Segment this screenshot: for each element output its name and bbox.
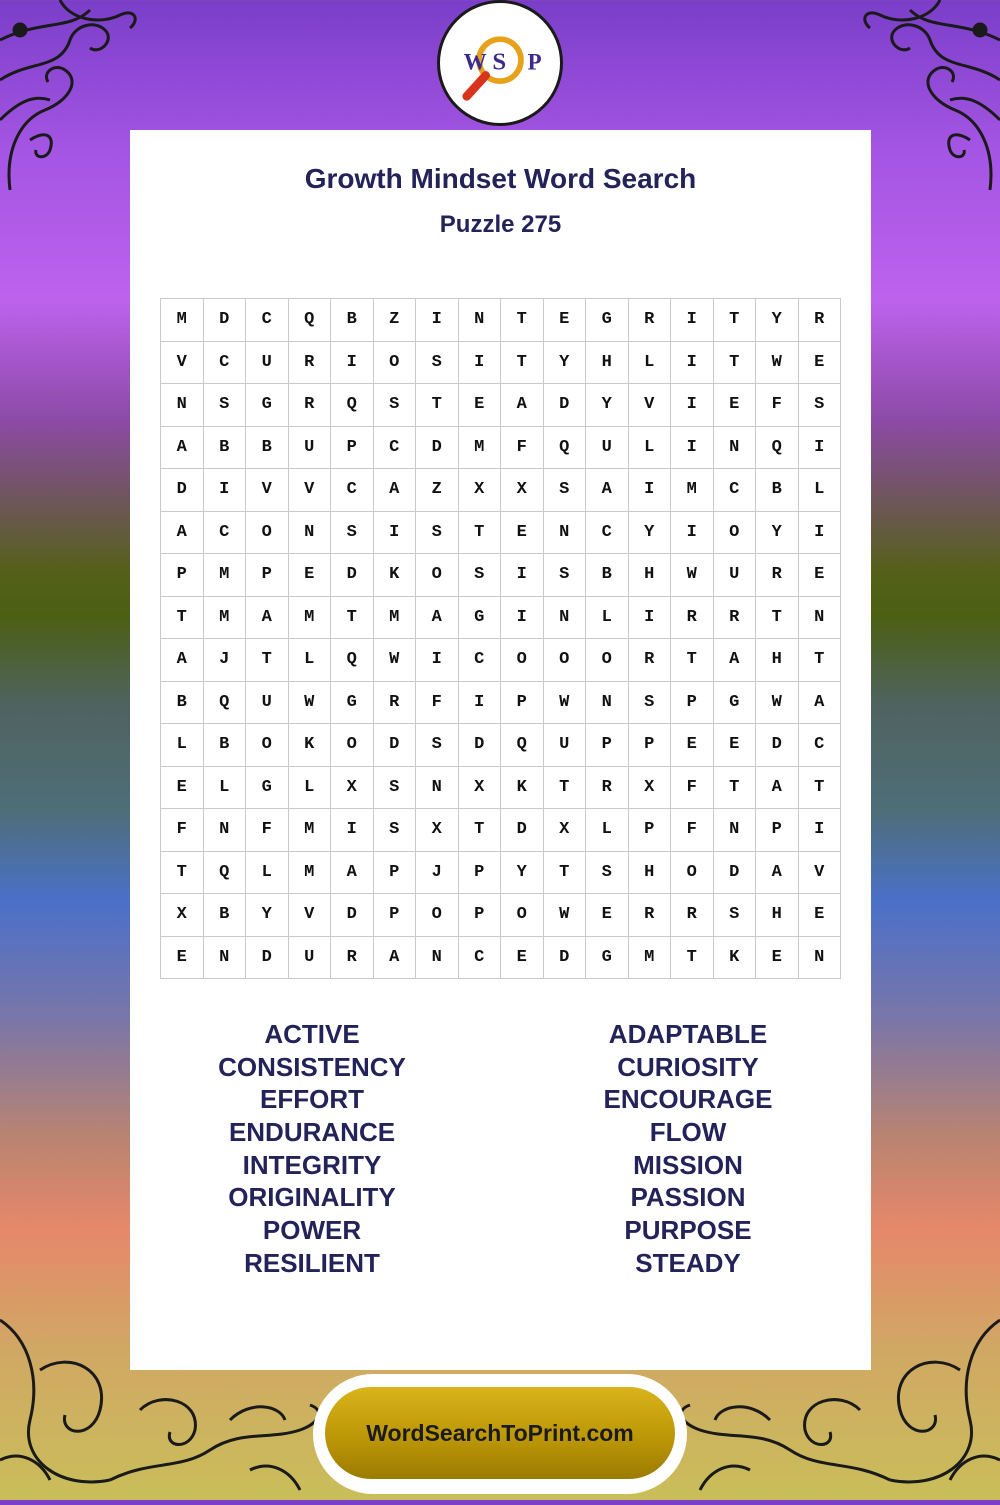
grid-cell[interactable]: S — [416, 342, 459, 385]
grid-cell[interactable]: R — [629, 639, 672, 682]
grid-cell[interactable]: A — [331, 852, 374, 895]
grid-cell[interactable]: S — [374, 809, 417, 852]
word-list-item: PASSION — [630, 1182, 746, 1213]
grid-cell[interactable]: V — [629, 384, 672, 427]
grid-cell[interactable]: T — [501, 299, 544, 342]
grid-cell[interactable]: K — [289, 724, 332, 767]
logo-letter-w: W — [463, 49, 487, 75]
grid-cell[interactable]: X — [501, 469, 544, 512]
grid-cell[interactable]: R — [714, 597, 757, 640]
grid-cell[interactable]: I — [331, 342, 374, 385]
grid-cell[interactable]: E — [459, 384, 502, 427]
grid-cell[interactable]: P — [671, 682, 714, 725]
grid-cell[interactable]: E — [161, 767, 204, 810]
letter-grid — [160, 298, 841, 979]
grid-cell[interactable]: J — [204, 639, 247, 682]
grid-cell[interactable]: X — [161, 894, 204, 937]
grid-cell[interactable]: R — [374, 682, 417, 725]
grid-cell[interactable]: O — [374, 342, 417, 385]
grid-cell[interactable]: Q — [756, 427, 799, 470]
word-list-item: ACTIVE — [264, 1019, 360, 1049]
grid-cell[interactable]: T — [544, 767, 587, 810]
grid-cell[interactable]: H — [629, 852, 672, 895]
grid-cell[interactable]: S — [586, 852, 629, 895]
grid-cell[interactable]: F — [756, 384, 799, 427]
grid-cell[interactable]: Y — [756, 512, 799, 555]
grid-cell[interactable]: W — [756, 682, 799, 725]
grid-cell[interactable]: O — [416, 554, 459, 597]
grid-cell[interactable]: P — [629, 724, 672, 767]
grid-cell[interactable]: U — [289, 427, 332, 470]
grid-cell[interactable]: V — [289, 469, 332, 512]
grid-cell[interactable]: N — [799, 937, 842, 980]
word-list-item: PURPOSE — [624, 1215, 752, 1246]
grid-cell[interactable]: Z — [416, 469, 459, 512]
grid-cell[interactable]: T — [161, 597, 204, 640]
grid-cell[interactable]: C — [586, 512, 629, 555]
word-list-item: CURIOSITY — [617, 1051, 759, 1082]
grid-cell[interactable]: C — [459, 937, 502, 980]
grid-cell[interactable]: P — [501, 682, 544, 725]
word-list-item: ENCOURAGE — [603, 1084, 773, 1115]
grid-cell[interactable]: E — [799, 554, 842, 597]
grid-cell[interactable]: K — [374, 554, 417, 597]
grid-cell[interactable]: P — [629, 809, 672, 852]
grid-cell[interactable]: T — [756, 597, 799, 640]
website-link-button[interactable]: WordSearchToPrint.com — [325, 1387, 675, 1479]
grid-cell[interactable]: X — [331, 767, 374, 810]
grid-cell[interactable]: L — [586, 597, 629, 640]
word-list-item: FLOW — [649, 1117, 727, 1148]
grid-cell[interactable]: B — [246, 427, 289, 470]
grid-cell[interactable]: T — [416, 384, 459, 427]
grid-cell[interactable]: W — [671, 554, 714, 597]
grid-cell[interactable]: Q — [544, 427, 587, 470]
grid-cell[interactable]: C — [714, 469, 757, 512]
grid-cell[interactable]: B — [204, 894, 247, 937]
word-list-left — [162, 1018, 462, 1280]
grid-cell[interactable]: G — [586, 937, 629, 980]
grid-cell[interactable]: X — [629, 767, 672, 810]
word-list-item: ADAPTABLE — [608, 1019, 768, 1049]
grid-cell[interactable]: G — [246, 384, 289, 427]
grid-cell[interactable]: B — [586, 554, 629, 597]
grid-cell[interactable]: T — [671, 937, 714, 980]
grid-cell[interactable]: D — [416, 427, 459, 470]
grid-cell[interactable]: K — [501, 767, 544, 810]
grid-cell[interactable]: U — [246, 342, 289, 385]
grid-cell[interactable]: N — [416, 767, 459, 810]
grid-cell[interactable]: I — [204, 469, 247, 512]
word-list-right — [538, 1018, 838, 1280]
grid-cell[interactable]: A — [756, 852, 799, 895]
grid-cell[interactable]: I — [331, 809, 374, 852]
grid-cell[interactable]: M — [629, 937, 672, 980]
grid-cell[interactable]: S — [416, 512, 459, 555]
grid-cell[interactable]: P — [246, 554, 289, 597]
wsp-logo[interactable] — [437, 0, 563, 126]
grid-cell[interactable]: S — [204, 384, 247, 427]
grid-cell[interactable]: R — [671, 894, 714, 937]
grid-cell[interactable]: R — [331, 937, 374, 980]
grid-cell[interactable]: D — [374, 724, 417, 767]
grid-cell[interactable]: M — [459, 427, 502, 470]
grid-cell[interactable]: Y — [629, 512, 672, 555]
grid-cell[interactable]: D — [501, 809, 544, 852]
grid-cell[interactable]: E — [799, 342, 842, 385]
logo-letter-p: P — [527, 49, 542, 75]
grid-cell[interactable]: I — [799, 512, 842, 555]
grid-cell[interactable]: I — [416, 299, 459, 342]
grid-cell[interactable]: V — [246, 469, 289, 512]
grid-cell[interactable]: I — [799, 427, 842, 470]
grid-cell[interactable]: D — [756, 724, 799, 767]
grid-cell[interactable]: T — [501, 342, 544, 385]
grid-cell[interactable]: Y — [544, 342, 587, 385]
grid-cell[interactable]: P — [331, 427, 374, 470]
grid-cell[interactable]: I — [671, 512, 714, 555]
grid-cell[interactable]: W — [756, 342, 799, 385]
grid-cell[interactable]: R — [289, 342, 332, 385]
grid-cell[interactable]: U — [714, 554, 757, 597]
grid-cell[interactable]: R — [799, 299, 842, 342]
grid-cell[interactable]: N — [289, 512, 332, 555]
grid-cell[interactable]: O — [714, 512, 757, 555]
grid-cell[interactable]: G — [714, 682, 757, 725]
grid-cell[interactable]: F — [671, 767, 714, 810]
grid-cell[interactable]: A — [714, 639, 757, 682]
grid-cell[interactable]: H — [756, 894, 799, 937]
grid-cell[interactable]: W — [544, 894, 587, 937]
grid-cell[interactable]: P — [161, 554, 204, 597]
grid-cell[interactable]: U — [289, 937, 332, 980]
grid-cell[interactable]: E — [289, 554, 332, 597]
grid-cell[interactable]: N — [204, 937, 247, 980]
grid-cell[interactable]: L — [586, 809, 629, 852]
grid-cell[interactable]: L — [629, 427, 672, 470]
grid-cell[interactable]: A — [416, 597, 459, 640]
grid-cell[interactable]: S — [629, 682, 672, 725]
grid-cell[interactable]: L — [246, 852, 289, 895]
grid-cell[interactable]: E — [799, 894, 842, 937]
grid-cell[interactable]: O — [501, 894, 544, 937]
grid-cell[interactable]: A — [586, 469, 629, 512]
grid-cell[interactable]: O — [544, 639, 587, 682]
grid-cell[interactable]: E — [756, 937, 799, 980]
grid-cell[interactable]: Y — [586, 384, 629, 427]
grid-cell[interactable]: F — [416, 682, 459, 725]
grid-cell[interactable]: Q — [204, 682, 247, 725]
grid-cell[interactable]: B — [161, 682, 204, 725]
grid-cell[interactable]: Y — [246, 894, 289, 937]
grid-cell[interactable]: A — [756, 767, 799, 810]
grid-cell[interactable]: N — [714, 809, 757, 852]
grid-cell[interactable]: M — [161, 299, 204, 342]
grid-cell[interactable]: D — [714, 852, 757, 895]
grid-cell[interactable]: D — [544, 937, 587, 980]
grid-cell[interactable]: Q — [501, 724, 544, 767]
grid-cell[interactable]: A — [501, 384, 544, 427]
grid-cell[interactable]: B — [331, 299, 374, 342]
grid-cell[interactable]: E — [671, 724, 714, 767]
grid-cell[interactable]: C — [331, 469, 374, 512]
grid-cell[interactable]: O — [501, 639, 544, 682]
grid-cell[interactable]: I — [671, 299, 714, 342]
grid-cell[interactable]: G — [246, 767, 289, 810]
grid-cell[interactable]: D — [459, 724, 502, 767]
grid-cell[interactable]: D — [204, 299, 247, 342]
grid-cell[interactable]: A — [161, 639, 204, 682]
grid-cell[interactable]: Y — [501, 852, 544, 895]
grid-cell[interactable]: X — [459, 469, 502, 512]
grid-cell[interactable]: V — [289, 894, 332, 937]
grid-cell[interactable]: E — [161, 937, 204, 980]
grid-cell[interactable]: M — [204, 597, 247, 640]
grid-cell[interactable]: I — [374, 512, 417, 555]
grid-cell[interactable]: N — [459, 299, 502, 342]
grid-cell[interactable]: H — [756, 639, 799, 682]
grid-cell[interactable]: P — [374, 852, 417, 895]
grid-cell[interactable]: S — [416, 724, 459, 767]
grid-cell[interactable]: W — [544, 682, 587, 725]
grid-cell[interactable]: L — [289, 639, 332, 682]
grid-cell[interactable]: X — [544, 809, 587, 852]
grid-cell[interactable]: R — [756, 554, 799, 597]
grid-cell[interactable]: T — [799, 639, 842, 682]
grid-cell[interactable]: I — [459, 682, 502, 725]
grid-cell[interactable]: G — [331, 682, 374, 725]
grid-cell[interactable]: T — [459, 809, 502, 852]
grid-cell[interactable]: R — [586, 767, 629, 810]
grid-cell[interactable]: C — [204, 342, 247, 385]
grid-cell[interactable]: I — [416, 639, 459, 682]
grid-cell[interactable]: M — [289, 597, 332, 640]
grid-cell[interactable]: A — [161, 512, 204, 555]
grid-cell[interactable]: D — [246, 937, 289, 980]
grid-cell[interactable]: O — [331, 724, 374, 767]
grid-cell[interactable]: I — [629, 597, 672, 640]
grid-cell[interactable]: S — [544, 554, 587, 597]
grid-cell[interactable]: T — [714, 767, 757, 810]
word-list-item: CONSISTENCY — [218, 1051, 406, 1082]
grid-cell[interactable]: L — [799, 469, 842, 512]
grid-cell[interactable]: Q — [289, 299, 332, 342]
grid-cell[interactable]: Q — [331, 639, 374, 682]
grid-cell[interactable]: G — [459, 597, 502, 640]
grid-cell[interactable]: S — [714, 894, 757, 937]
grid-cell[interactable]: S — [331, 512, 374, 555]
grid-cell[interactable]: E — [501, 512, 544, 555]
grid-cell[interactable]: Z — [374, 299, 417, 342]
ornament-top-left — [0, 0, 150, 190]
word-list-item: POWER — [262, 1215, 362, 1246]
grid-cell[interactable]: R — [629, 894, 672, 937]
grid-cell[interactable]: A — [799, 682, 842, 725]
grid-cell[interactable]: F — [501, 427, 544, 470]
word-list-item: MISSION — [633, 1149, 743, 1180]
grid-cell[interactable]: P — [756, 809, 799, 852]
grid-cell[interactable]: P — [586, 724, 629, 767]
grid-cell[interactable]: E — [586, 894, 629, 937]
grid-cell[interactable]: E — [714, 724, 757, 767]
grid-cell[interactable]: A — [161, 427, 204, 470]
grid-cell[interactable]: S — [459, 554, 502, 597]
grid-cell[interactable]: I — [671, 427, 714, 470]
grid-cell[interactable]: O — [246, 724, 289, 767]
grid-cell[interactable]: C — [799, 724, 842, 767]
grid-cell[interactable]: M — [289, 809, 332, 852]
grid-cell[interactable]: U — [586, 427, 629, 470]
grid-cell[interactable]: O — [671, 852, 714, 895]
grid-cell[interactable]: O — [416, 894, 459, 937]
ornament-top-right — [850, 0, 1000, 190]
puzzle-number: Puzzle 275 — [439, 211, 562, 238]
grid-cell[interactable]: B — [204, 427, 247, 470]
grid-cell[interactable]: I — [671, 342, 714, 385]
grid-cell[interactable]: T — [714, 299, 757, 342]
grid-cell[interactable]: P — [459, 894, 502, 937]
grid-cell[interactable]: F — [246, 809, 289, 852]
grid-cell[interactable]: M — [289, 852, 332, 895]
grid-cell[interactable]: S — [544, 469, 587, 512]
grid-cell[interactable]: R — [671, 597, 714, 640]
grid-cell[interactable]: L — [161, 724, 204, 767]
grid-cell[interactable]: N — [544, 512, 587, 555]
grid-cell[interactable]: T — [799, 767, 842, 810]
grid-cell[interactable]: N — [586, 682, 629, 725]
grid-cell[interactable]: C — [374, 427, 417, 470]
grid-cell[interactable]: H — [586, 342, 629, 385]
grid-cell[interactable]: F — [161, 809, 204, 852]
grid-cell[interactable]: W — [374, 639, 417, 682]
word-list-item: EFFORT — [260, 1084, 364, 1115]
grid-cell[interactable]: L — [289, 767, 332, 810]
grid-cell[interactable]: X — [416, 809, 459, 852]
grid-cell[interactable]: P — [459, 852, 502, 895]
grid-cell[interactable]: C — [204, 512, 247, 555]
logo-letter-s: S — [492, 48, 507, 76]
word-list-item: INTEGRITY — [242, 1149, 382, 1180]
grid-cell[interactable]: C — [246, 299, 289, 342]
grid-cell[interactable]: I — [501, 554, 544, 597]
grid-cell[interactable]: H — [629, 554, 672, 597]
grid-cell[interactable]: V — [161, 342, 204, 385]
grid-cell[interactable]: Y — [756, 299, 799, 342]
grid-cell[interactable]: D — [331, 554, 374, 597]
grid-cell[interactable]: T — [331, 597, 374, 640]
grid-cell[interactable]: I — [671, 384, 714, 427]
grid-cell[interactable]: T — [246, 639, 289, 682]
word-list-item: ENDURANCE — [228, 1117, 396, 1148]
page-title: Growth Mindset Word Search — [304, 163, 697, 194]
grid-cell[interactable]: P — [374, 894, 417, 937]
grid-cell[interactable]: M — [204, 554, 247, 597]
grid-cell[interactable]: B — [756, 469, 799, 512]
grid-cell[interactable]: N — [544, 597, 587, 640]
grid-cell[interactable]: I — [501, 597, 544, 640]
grid-cell[interactable]: Q — [204, 852, 247, 895]
grid-cell[interactable]: E — [501, 937, 544, 980]
grid-cell[interactable]: O — [246, 512, 289, 555]
grid-cell[interactable]: D — [161, 469, 204, 512]
grid-cell[interactable]: G — [586, 299, 629, 342]
word-list-item: STEADY — [635, 1247, 741, 1278]
grid-cell[interactable]: I — [629, 469, 672, 512]
grid-cell[interactable]: I — [459, 342, 502, 385]
grid-cell[interactable]: Q — [331, 384, 374, 427]
grid-cell[interactable]: N — [204, 809, 247, 852]
grid-cell[interactable]: S — [374, 767, 417, 810]
grid-cell[interactable]: R — [629, 299, 672, 342]
grid-cell[interactable]: O — [586, 639, 629, 682]
grid-cell[interactable]: L — [204, 767, 247, 810]
grid-cell[interactable]: A — [374, 469, 417, 512]
grid-cell[interactable]: M — [374, 597, 417, 640]
grid-cell[interactable]: U — [246, 682, 289, 725]
grid-cell[interactable]: E — [714, 384, 757, 427]
grid-cell[interactable]: N — [799, 597, 842, 640]
grid-cell[interactable]: E — [544, 299, 587, 342]
word-list-item: RESILIENT — [244, 1247, 380, 1278]
grid-cell[interactable]: I — [799, 809, 842, 852]
grid-cell[interactable]: N — [416, 937, 459, 980]
grid-cell[interactable]: V — [799, 852, 842, 895]
grid-cell[interactable]: W — [289, 682, 332, 725]
grid-cell[interactable]: R — [289, 384, 332, 427]
grid-cell[interactable]: S — [799, 384, 842, 427]
grid-cell[interactable]: N — [714, 427, 757, 470]
grid-cell[interactable]: J — [416, 852, 459, 895]
grid-cell[interactable]: N — [161, 384, 204, 427]
grid-cell[interactable]: X — [459, 767, 502, 810]
grid-cell[interactable]: T — [161, 852, 204, 895]
grid-cell[interactable]: D — [544, 384, 587, 427]
grid-cell[interactable]: L — [629, 342, 672, 385]
grid-cell[interactable]: M — [671, 469, 714, 512]
grid-cell[interactable]: T — [671, 639, 714, 682]
grid-cell[interactable]: T — [459, 512, 502, 555]
grid-cell[interactable]: U — [544, 724, 587, 767]
grid-cell[interactable]: S — [374, 384, 417, 427]
grid-cell[interactable]: T — [544, 852, 587, 895]
grid-cell[interactable]: D — [331, 894, 374, 937]
grid-cell[interactable]: C — [459, 639, 502, 682]
word-list-item: ORIGINALITY — [228, 1182, 396, 1213]
grid-cell[interactable]: T — [714, 342, 757, 385]
grid-cell[interactable]: K — [714, 937, 757, 980]
grid-cell[interactable]: B — [204, 724, 247, 767]
grid-cell[interactable]: A — [374, 937, 417, 980]
grid-cell[interactable]: F — [671, 809, 714, 852]
grid-cell[interactable]: A — [246, 597, 289, 640]
